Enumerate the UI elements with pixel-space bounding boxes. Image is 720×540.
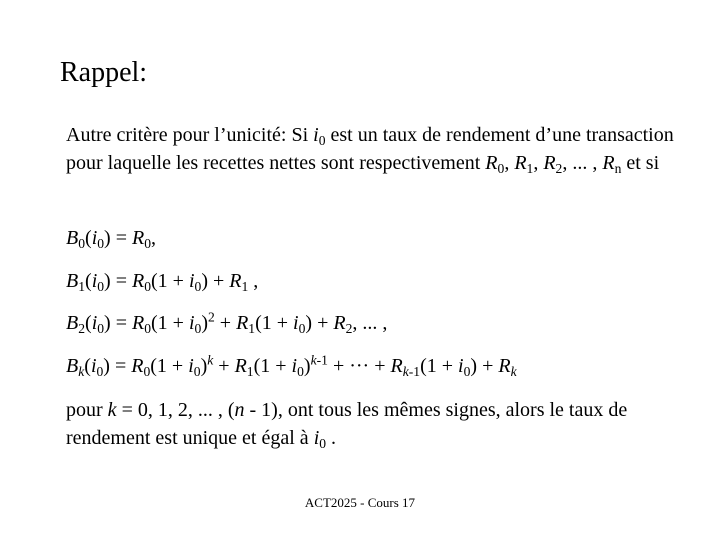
equation-b0: $B_0(i_0) = R_0$, — [66, 227, 157, 251]
equation-bk: $B_k(i_0) = R_0(1 + i_0)^k + R_1(1 + i_0)^{k-1}$ + ··· + $R_{k-1}(1 + i_0) + R_k$ — [66, 352, 517, 379]
slide-title: Rappel: — [60, 57, 148, 88]
conclusion-paragraph: pour k = 0, 1, 2, ... , (n - 1), ont tous les mêmes signes, alors le taux de rendement est unique et égal à $i_0$ . — [66, 399, 628, 451]
equation-b2: $B_2(i_0) = R_0(1 + i_0)^2 + R_1(1 + i_0) + R_2$, ... , — [66, 309, 388, 336]
intro-paragraph: Autre critère pour l’unicité: Si $i_0$ est un taux de rendement d’une transaction pour laquelle les recettes nettes sont respectivement $R_0$, $R_1$, $R_2$, ... , $R_n$ et si — [66, 124, 674, 176]
equation-b1: $B_1(i_0) = R_0(1 + i_0) + R_1$ , — [66, 270, 259, 294]
slide-footer: ACT2025 - Cours 17 — [304, 495, 416, 510]
